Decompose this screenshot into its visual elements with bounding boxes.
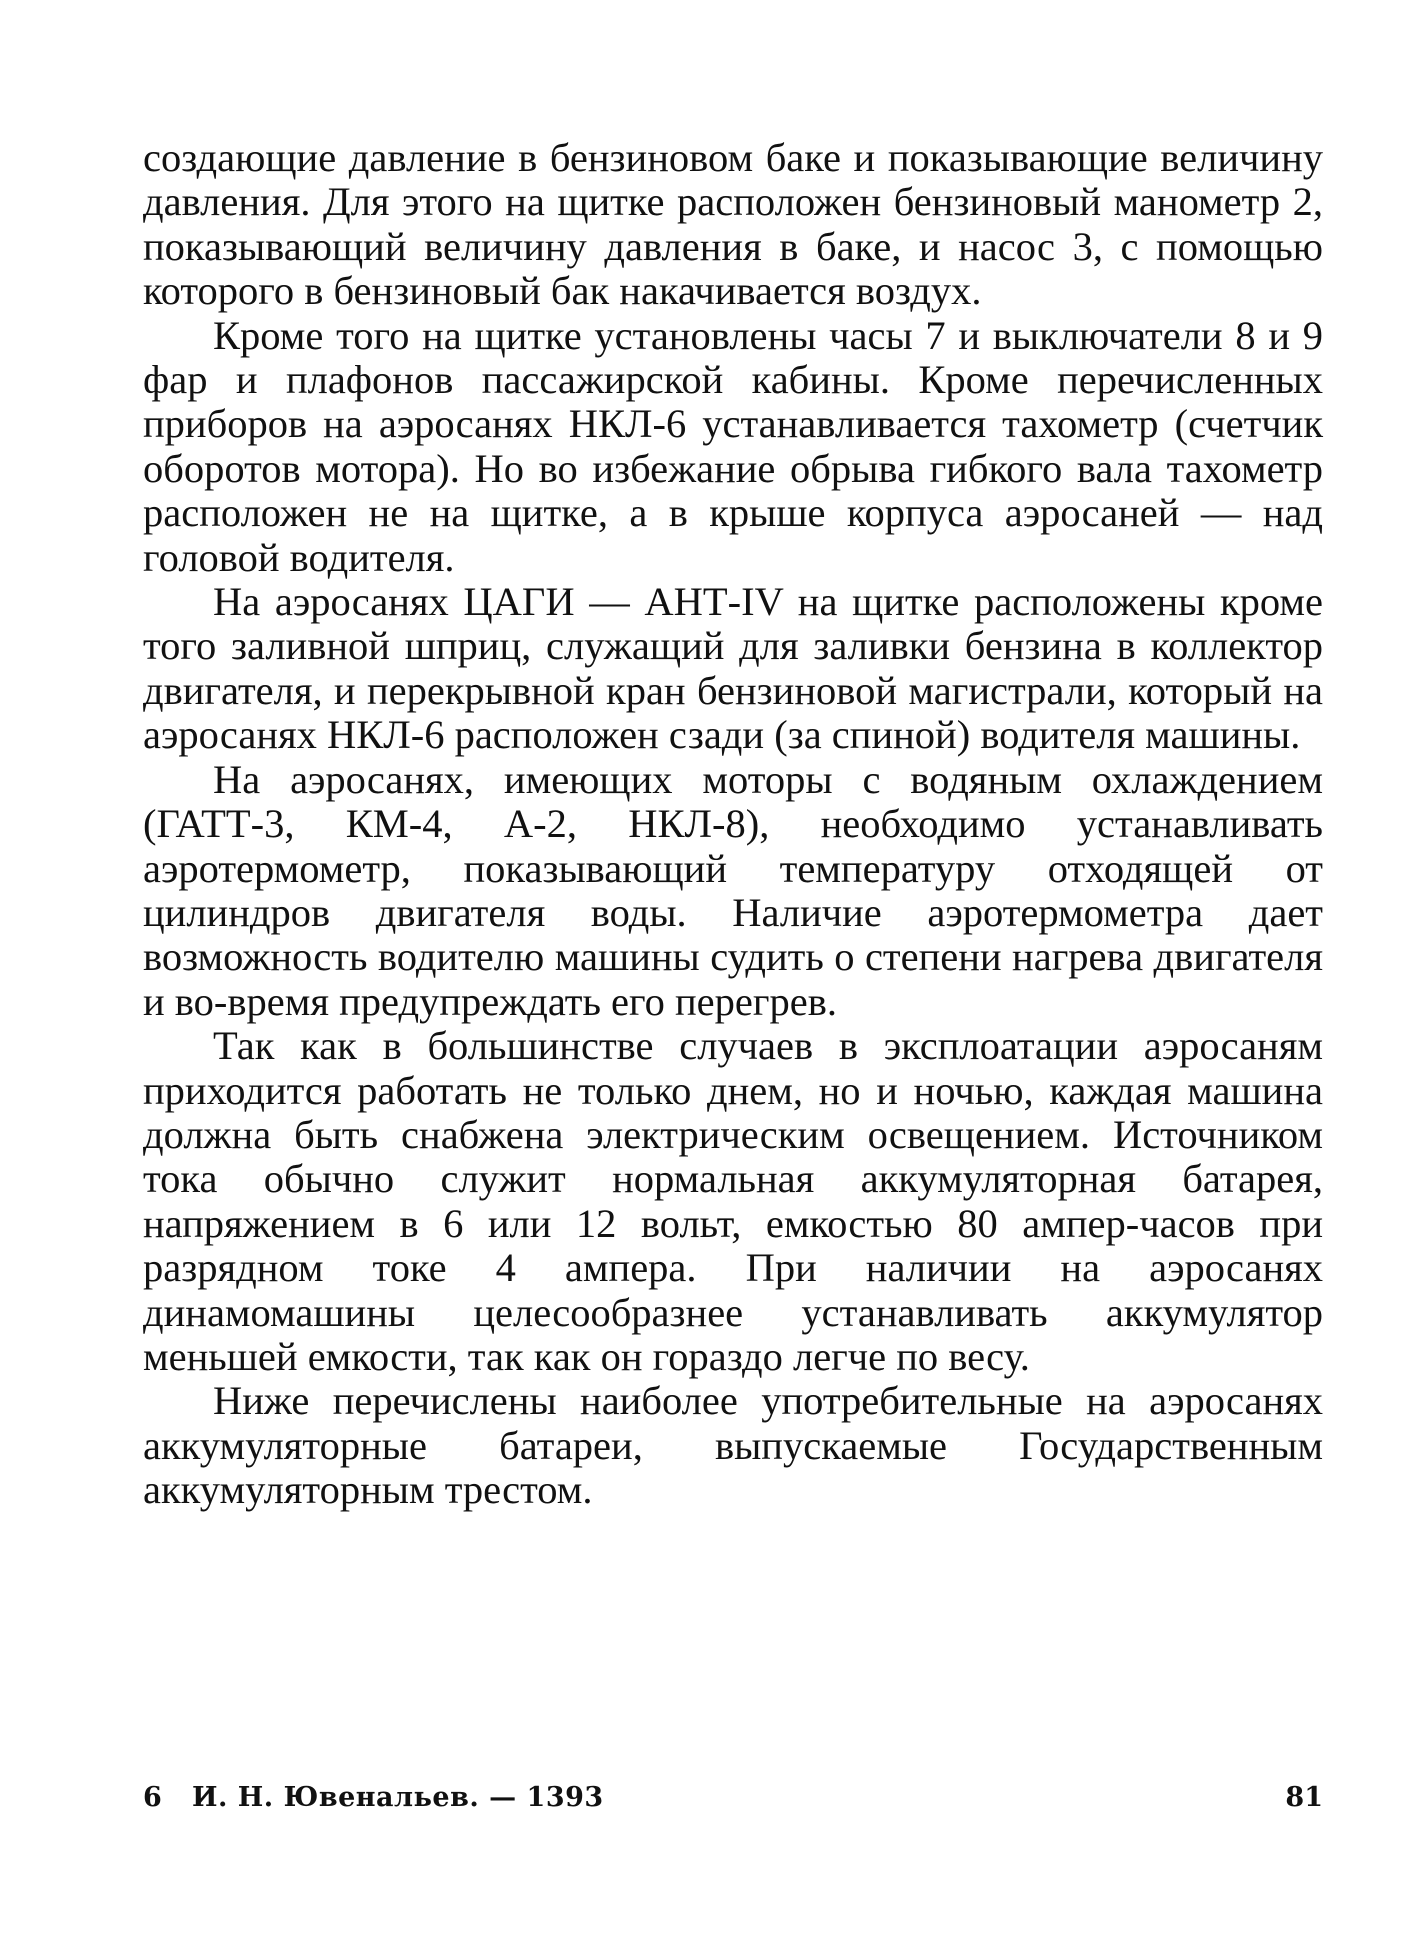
body-text [143, 136, 1323, 1513]
page-footer [143, 1782, 1323, 1822]
paragraph-batteries-list-intro: Ниже перечислены наиболее употребительные на аэросанях аккумуляторные батареи, выпускаемые Государственным аккумуляторным трестом. [143, 1378, 1323, 1513]
paragraph-clock-and-switches: Кроме того на щитке установлены часы 7 и выключатели 8 и 9 фар и плафонов пассажирской кабины. Кроме перечисленных приборов на аэросанях НКЛ-6 устанавливается тахометр (счетчик оборотов мотора). Но во избежание обрыва гибкого вала тахометр расположен не на щитке, а в крыше корпуса аэросаней — над головой водителя. [143, 312, 1323, 580]
paragraph-electric-lighting: Так как в большинстве случаев в эксплоатации аэросаням приходится работать не только днем, но и ночью, каждая машина должна быть снабжена электрическим освещением. Источником тока обычно служит нормальная аккумуляторная батарея, напряжением в 6 или 12 вольт, емкостью 80 ампер-часов при разрядном токе 4 ампера. При наличии на аэросанях динамомашины целесообразнее устанавливать аккумулятор меньшей емкости, так как он гораздо легче по весу. [143, 1023, 1323, 1379]
paragraph-aerothermometer: На аэросанях, имеющих моторы с водяным охлаждением (ГАТТ-3, КМ-4, А-2, НКЛ-8), необходимо устанавливать аэротермометр, показывающий температуру отходящей от цилиндров двигателя воды. Наличие аэротермометра дает возможность водителю машины судить о степени нагрева двигателя и во-время предупреждать его перегрев. [143, 756, 1323, 1024]
page-number: 81 [1285, 1782, 1323, 1813]
paragraph-tsagi-ant-iv: На аэросанях ЦАГИ — АНТ-IV на щитке расположены кроме того заливной шприц, служащий для заливки бензина в коллектор двигателя, и перекрывной кран бензиновой магистрали, который на аэросанях НКЛ-6 расположен сзади (за спиной) водителя машины. [143, 579, 1323, 758]
printer-signature: 6 И. Н. Ювенальев. — 1393 [143, 1782, 604, 1813]
paragraph-continuation: создающие давление в бензиновом баке и показывающие величину давления. Для этого на щитке расположен бензиновый манометр 2, показывающий величину давления в баке, и насос 3, с помощью которого в бензиновый бак накачивается воздух. [143, 135, 1323, 314]
